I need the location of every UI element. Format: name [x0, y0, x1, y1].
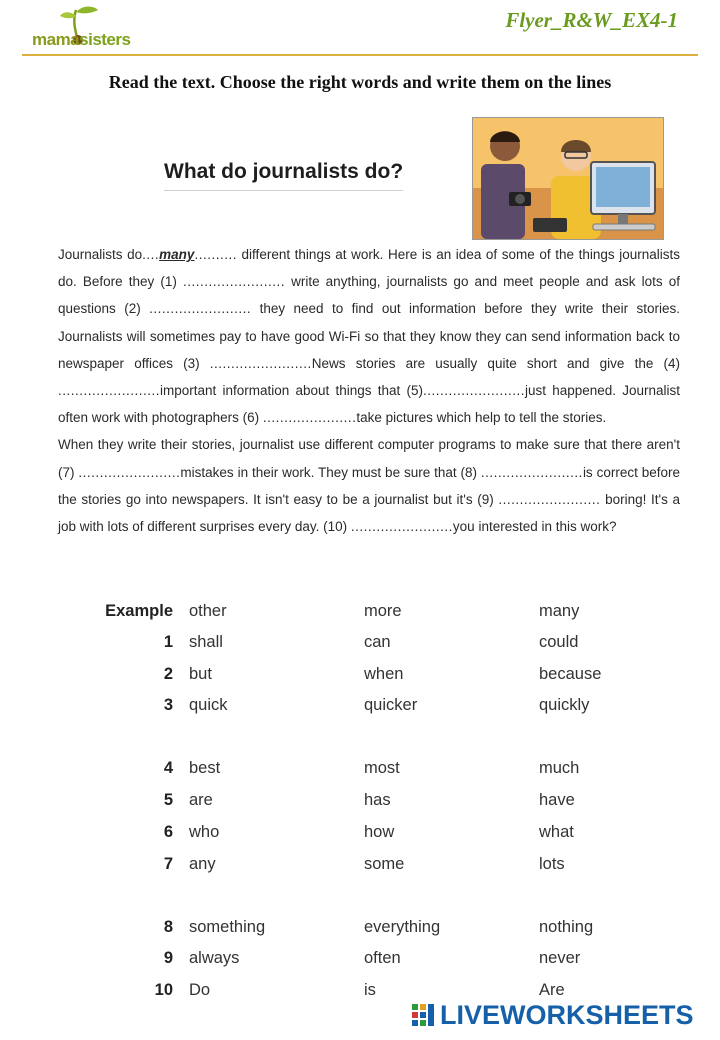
answer-blank-6[interactable]: ...................... [262, 410, 357, 426]
passage-text: News stories are usually quite short and give the (4) [311, 355, 680, 371]
journalists-picture [473, 118, 663, 239]
option-b[interactable]: more [364, 602, 402, 620]
logo-text-sisters: sisters [79, 30, 131, 49]
answer-blank-1[interactable]: ........................ [182, 274, 285, 290]
option-c[interactable]: Are [539, 981, 565, 999]
passage-title: What do journalists do? [164, 160, 403, 191]
answer-blank-9[interactable]: ........................ [498, 491, 601, 507]
header-divider [22, 54, 698, 56]
option-c[interactable]: have [539, 791, 575, 809]
option-row-1 [0, 633, 720, 661]
passage-text: is correct before the stories go into newspapers. It isn't easy to be a journalist but it's (9) [58, 464, 680, 507]
option-b[interactable]: often [364, 949, 401, 967]
option-number: 2 [163, 665, 173, 683]
passage-text: different things at work. Here is an idea of some of the things journalists do. Before they (1) [58, 247, 680, 290]
option-number: Example [105, 602, 173, 620]
passage-text: just happened. Journalist often work with photographers (6) [58, 383, 680, 426]
option-number: 8 [163, 918, 173, 936]
option-number: 3 [163, 696, 173, 714]
passage-paragraph-1 [58, 241, 680, 431]
watermark-text: LIVEWORKSHEETS [440, 999, 694, 1030]
option-c[interactable]: never [539, 949, 581, 967]
example-blank-dots: .... [142, 247, 160, 262]
option-row-7 [0, 855, 720, 883]
passage-text: they need to find out information before they write their stories. Journalists will sometimes pay to have good Wi-Fi so that they know they can send information back to newspaper offices (3) [58, 301, 681, 371]
option-a[interactable]: quick [189, 696, 228, 714]
option-c[interactable]: nothing [539, 918, 594, 936]
answer-blank-7[interactable]: ........................ [78, 464, 181, 480]
example-answer: many [159, 247, 195, 262]
option-b[interactable]: how [364, 823, 395, 841]
mamasisters-logo [32, 2, 131, 52]
option-number: 10 [154, 981, 173, 999]
option-row-3 [0, 696, 720, 724]
liveworksheets-watermark [412, 998, 694, 1032]
option-c[interactable]: could [539, 633, 579, 651]
option-b[interactable]: everything [364, 918, 441, 936]
reading-passage [58, 241, 680, 540]
option-b[interactable]: when [364, 665, 404, 683]
answer-blank-3[interactable]: ........................ [209, 355, 312, 371]
option-number: 7 [163, 855, 173, 873]
option-b[interactable]: has [364, 791, 391, 809]
passage-text: write anything, journalists go and meet people and ask lots of questions (2) [58, 274, 680, 317]
option-row-8 [0, 918, 720, 946]
option-a[interactable]: Do [189, 981, 211, 999]
option-b[interactable]: quicker [364, 696, 418, 714]
option-a[interactable]: who [189, 823, 220, 841]
logo-text [32, 30, 130, 50]
option-b[interactable]: is [364, 981, 376, 999]
option-row-example [0, 602, 720, 630]
option-c[interactable]: what [539, 823, 574, 841]
option-a[interactable]: always [189, 949, 240, 967]
option-row-6 [0, 823, 720, 851]
option-a[interactable]: shall [189, 633, 223, 651]
liveworksheets-icon [412, 1002, 436, 1028]
option-number: 6 [163, 823, 173, 841]
option-c[interactable]: lots [539, 855, 565, 873]
option-c[interactable]: because [539, 665, 602, 683]
option-number: 9 [163, 949, 173, 967]
passage-text: Journalists do [58, 247, 143, 262]
passage-text: mistakes in their work. They must be sure that (8) [180, 464, 481, 480]
option-a[interactable]: any [189, 855, 216, 873]
instruction-heading: Read the text. Choose the right words and write them on the lines [108, 72, 612, 92]
option-a[interactable]: other [189, 602, 227, 620]
answer-blank-2[interactable]: ........................ [149, 301, 252, 317]
option-number: 1 [163, 633, 173, 651]
passage-text: When they write their stories, journalist use different computer programs to make sure that there aren't (7) [58, 437, 680, 480]
option-row-9 [0, 949, 720, 977]
logo-text-mama: mama [32, 30, 80, 49]
passage-text: boring! It's a job with lots of different surprises every day. (10) [58, 491, 680, 535]
passage-text: you interested in this work? [452, 519, 617, 535]
option-c[interactable]: much [539, 759, 580, 777]
answer-blank-5[interactable]: ........................ [422, 383, 525, 399]
document-code: Flyer_R&W_EX4-1 [505, 8, 678, 32]
option-row-5 [0, 791, 720, 819]
answer-blank-10[interactable]: ........................ [350, 519, 453, 535]
answer-blank-4[interactable]: ........................ [58, 383, 161, 399]
option-a[interactable]: best [189, 759, 221, 777]
passage-paragraph-2 [58, 431, 680, 540]
option-number: 5 [163, 791, 173, 809]
option-a[interactable]: but [189, 665, 212, 683]
option-row-2 [0, 665, 720, 693]
option-row-4 [0, 759, 720, 787]
option-c[interactable]: many [539, 602, 580, 620]
option-number: 4 [163, 759, 173, 777]
passage-text: important information about things that (5) [160, 383, 423, 399]
example-blank-dots: .......... [194, 247, 237, 262]
passage-text: take pictures which help to tell the stories. [356, 410, 607, 426]
answer-blank-8[interactable]: ........................ [480, 464, 583, 480]
option-b[interactable]: can [364, 633, 391, 651]
journalists-illustration [472, 117, 664, 240]
option-c[interactable]: quickly [539, 696, 590, 714]
option-a[interactable]: are [189, 791, 213, 809]
option-b[interactable]: some [364, 855, 405, 873]
option-a[interactable]: something [189, 918, 266, 936]
option-b[interactable]: most [364, 759, 400, 777]
